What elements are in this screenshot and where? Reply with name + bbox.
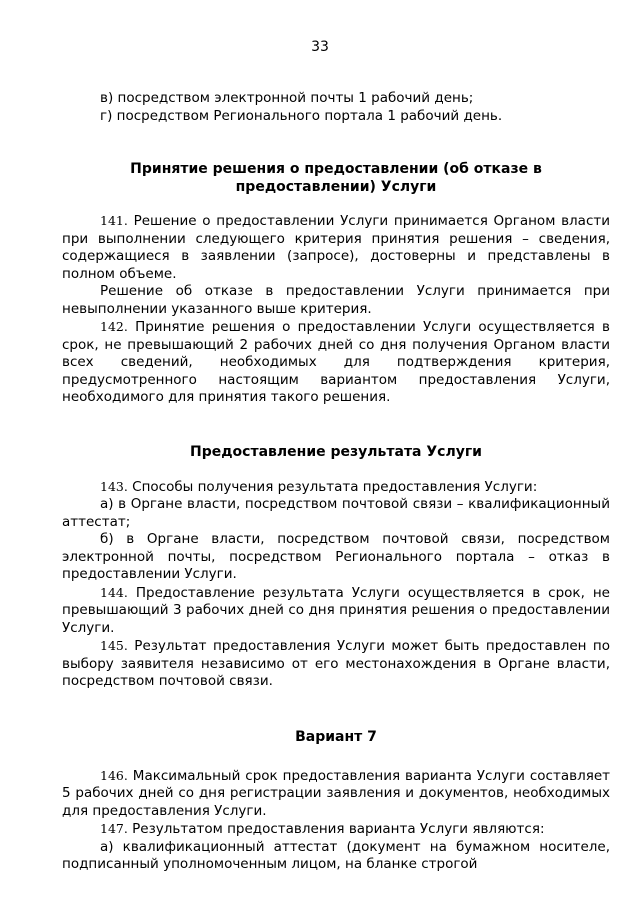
- paragraph-text: Предоставление результата Услуги осуществляется в срок, не превышающий 3 рабочих дней со дня принятия решения о предоставлении Услуги.: [62, 584, 610, 636]
- paragraph: [62, 820, 610, 839]
- paragraph-text: Максимальный срок предоставления варианта Услуги составляет 5 рабочих дней со дня регистрации заявления и документов, необходимых для предоставления Услуги.: [62, 767, 610, 819]
- paragraph-text: Способы получения результата предоставления Услуги:: [132, 478, 538, 495]
- paragraph-text: в) посредством электронной почты 1 рабочий день;: [100, 90, 474, 106]
- paragraph-text: Решение об отказе в предоставлении Услуги принимается при невыполнении указанного выше критерия.: [62, 283, 610, 317]
- paragraph: [62, 212, 610, 283]
- paragraph: [62, 767, 610, 821]
- paragraph-text: Принятие решения о предоставлении Услуги осуществляется в срок, не превышающий 2 рабочих дней со дня получения Органом власти всех сведений, необходимых для подтверждения критерия, предусмотренного настоящим вариантом предоставления Услуги, необходимого для принятия такого решения.: [62, 319, 610, 405]
- page-number: 33: [311, 39, 329, 55]
- paragraph-text: Результат предоставления Услуги может быть предоставлен по выбору заявителя независимо от его местонахождения в Органе власти, посредством почтовой связи.: [62, 638, 610, 689]
- paragraph-number: 141.: [100, 213, 128, 228]
- paragraph-number: 144.: [100, 584, 128, 600]
- paragraph: [62, 531, 610, 584]
- paragraph-number: 145.: [100, 638, 128, 653]
- paragraph-text: г) посредством Регионального портала 1 рабочий день.: [100, 107, 503, 124]
- paragraph-number: 146.: [100, 767, 128, 783]
- paragraph-number: 147.: [100, 821, 128, 836]
- paragraph-text: Результатом предоставления варианта Услуги являются:: [132, 821, 545, 837]
- paragraph: [62, 496, 610, 531]
- paragraph: [62, 318, 610, 407]
- paragraph: [62, 584, 610, 638]
- paragraph-text: а) квалификационный аттестат (документ на бумажном носителе, подписанный уполномоченным лицом, на бланке строгой: [62, 838, 610, 872]
- paragraph: [62, 283, 610, 318]
- paragraph-text: а) в Органе власти, посредством почтовой связи – квалификационный аттестат;: [62, 496, 610, 530]
- paragraph: [62, 478, 610, 497]
- paragraph-number: 142.: [100, 319, 128, 334]
- paragraph: [62, 839, 610, 874]
- paragraph: [62, 90, 610, 108]
- document-body: [62, 90, 610, 874]
- section-heading: Предоставление результата Услуги: [190, 443, 482, 460]
- paragraph: [62, 108, 610, 126]
- paragraph-text: Решение о предоставлении Услуги принимается Органом власти при выполнении следующего критерия принятия решения – сведения, содержащиеся в заявлении (запросе), достоверны и представлены в полном объеме.: [62, 213, 610, 282]
- paragraph-text: б) в Органе власти, посредством почтовой связи, посредством электронной почты, посредством Регионального портала – отказ в предоставлении Услуги.: [62, 531, 610, 582]
- section-heading: Вариант 7: [295, 728, 377, 745]
- paragraph-number: 143.: [100, 478, 128, 494]
- paragraph: [62, 637, 610, 691]
- section-heading: Принятие решения о предоставлении (об отказе в предоставлении) Услуги: [130, 161, 542, 195]
